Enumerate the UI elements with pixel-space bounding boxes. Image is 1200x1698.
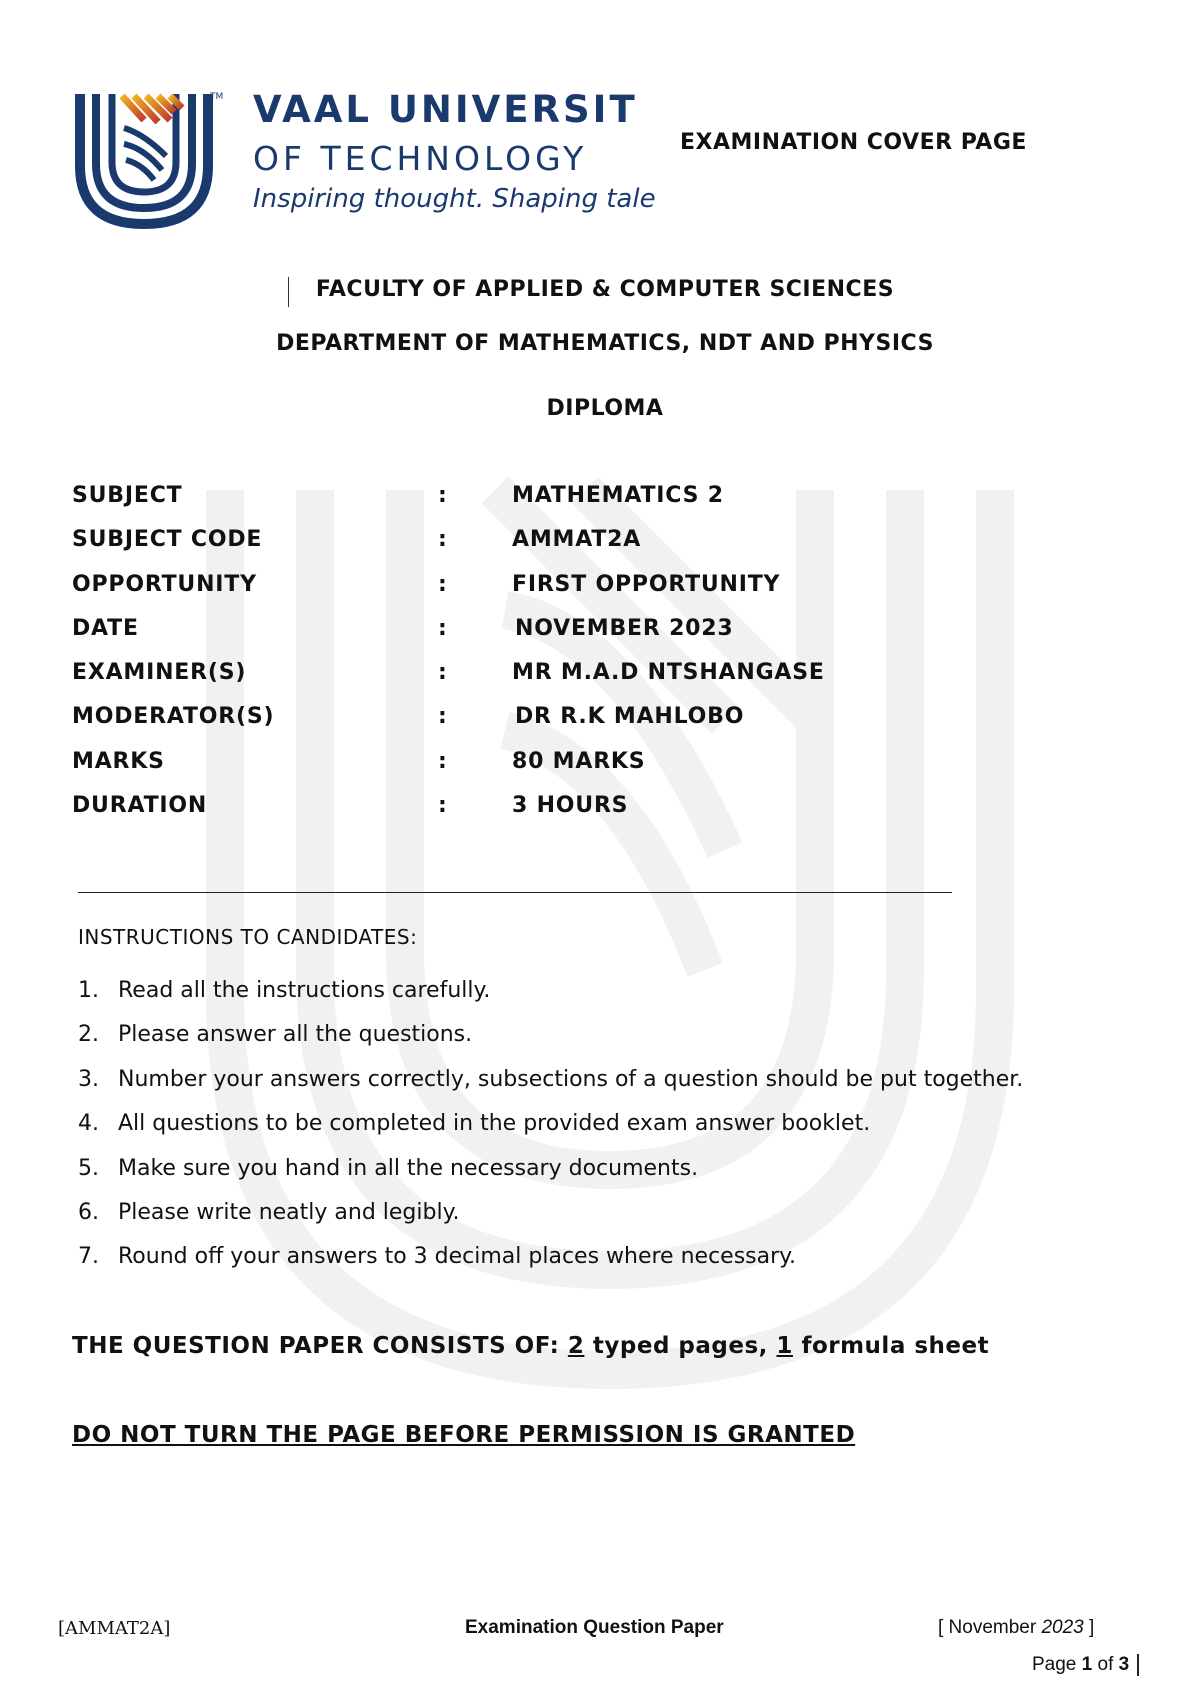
instructions-title: INSTRUCTIONS TO CANDIDATES: bbox=[78, 925, 418, 949]
detail-label: SUBJECT CODE bbox=[72, 527, 263, 552]
university-shield-logo bbox=[74, 90, 214, 230]
instruction-item: 7. Round off your answers to 3 decimal places where necessary. bbox=[78, 1244, 797, 1269]
detail-value: NOVEMBER 2023 bbox=[515, 616, 734, 641]
detail-value: MATHEMATICS 2 bbox=[512, 483, 724, 508]
instruction-item: 4. All questions to be completed in the provided exam answer booklet. bbox=[78, 1111, 871, 1136]
detail-label: DATE bbox=[72, 616, 139, 641]
detail-colon: : bbox=[438, 704, 448, 729]
university-tagline: Inspiring thought. Shaping tale bbox=[253, 184, 656, 214]
detail-label: SUBJECT bbox=[72, 483, 183, 508]
detail-value: FIRST OPPORTUNITY bbox=[512, 572, 781, 597]
detail-label: EXAMINER(S) bbox=[72, 660, 247, 685]
detail-label: MODERATOR(S) bbox=[72, 704, 275, 729]
instruction-item: 5. Make sure you hand in all the necessary documents. bbox=[78, 1156, 699, 1181]
section-divider bbox=[78, 892, 952, 893]
paper-composition-note: THE QUESTION PAPER CONSISTS OF: 2 typed pages, 1 formula sheet bbox=[72, 1333, 990, 1359]
footer-page-number: Page 1 of 3 bbox=[1032, 1654, 1139, 1676]
detail-value: 3 HOURS bbox=[512, 793, 629, 818]
department-heading: DEPARTMENT OF MATHEMATICS, NDT AND PHYSICS bbox=[276, 331, 934, 356]
page-divider-bar bbox=[1137, 1654, 1139, 1676]
instruction-item: 1. Read all the instructions carefully. bbox=[78, 978, 491, 1003]
trademark-mark: TM bbox=[210, 92, 224, 102]
permission-warning: DO NOT TURN THE PAGE BEFORE PERMISSION IS GRANTED bbox=[72, 1422, 856, 1448]
footer-date: [ November 2023 ] bbox=[938, 1617, 1095, 1638]
detail-colon: : bbox=[438, 660, 448, 685]
instruction-item: 6. Please write neatly and legibly. bbox=[78, 1200, 460, 1225]
detail-colon: : bbox=[438, 749, 448, 774]
instruction-item: 2. Please answer all the questions. bbox=[78, 1022, 473, 1047]
detail-colon: : bbox=[438, 527, 448, 552]
detail-value: MR M.A.D NTSHANGASE bbox=[512, 660, 825, 685]
detail-colon: : bbox=[438, 483, 448, 508]
qualification-heading: DIPLOMA bbox=[546, 396, 664, 421]
faculty-heading: FACULTY OF APPLIED & COMPUTER SCIENCES bbox=[315, 277, 895, 302]
detail-label: DURATION bbox=[72, 793, 208, 818]
university-subtitle: OF TECHNOLOGY bbox=[253, 139, 588, 178]
instruction-item: 3. Number your answers correctly, subsections of a question should be put together. bbox=[78, 1067, 1024, 1092]
footer-subject-code: [AMMAT2A] bbox=[58, 1618, 171, 1639]
detail-value: DR R.K MAHLOBO bbox=[515, 704, 745, 729]
footer-title: Examination Question Paper bbox=[465, 1617, 724, 1638]
detail-value: AMMAT2A bbox=[512, 527, 642, 552]
university-name: VAAL UNIVERSIT bbox=[253, 88, 638, 131]
detail-colon: : bbox=[438, 572, 448, 597]
detail-label: OPPORTUNITY bbox=[72, 572, 257, 597]
detail-label: MARKS bbox=[72, 749, 165, 774]
detail-value: 80 MARKS bbox=[512, 749, 646, 774]
cover-page-title: EXAMINATION COVER PAGE bbox=[680, 130, 1027, 155]
detail-colon: : bbox=[438, 793, 448, 818]
detail-colon: : bbox=[438, 616, 448, 641]
